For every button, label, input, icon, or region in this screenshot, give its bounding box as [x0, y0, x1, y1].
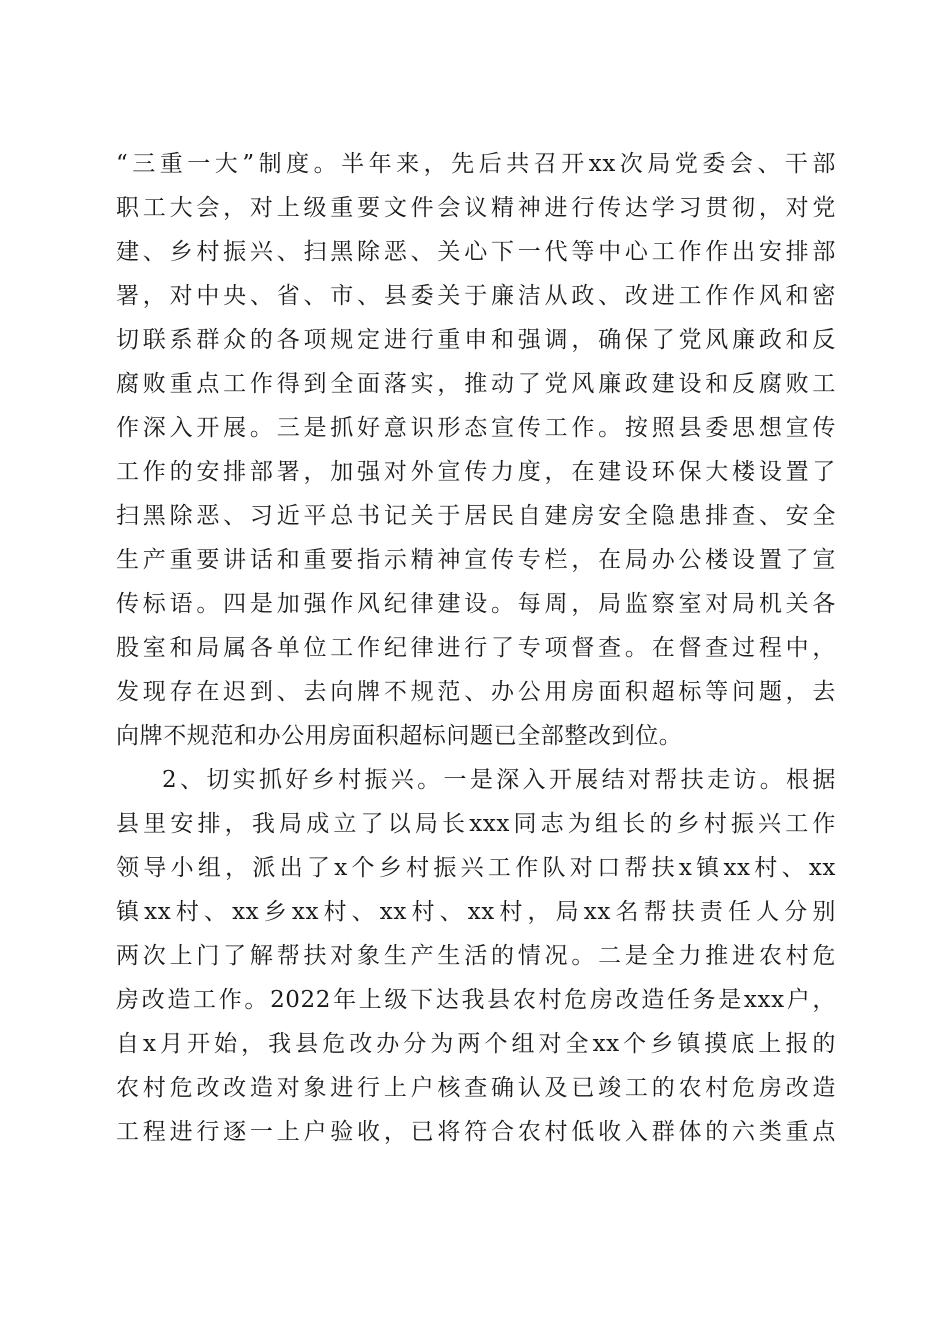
text-line: 腐败重点工作得到全面落实，推动了党风廉政建设和反腐败工 — [116, 371, 836, 397]
text-line: 发现存在迟到、去向牌不规范、办公用房面积超标等问题，去 — [116, 679, 836, 705]
text-line: 镇xx村、xx乡xx村、xx村、xx村，局xx名帮扶责任人分别 — [116, 899, 836, 925]
text-line: 传标语。四是加强作风纪律建设。每周，局监察室对局机关各 — [116, 591, 836, 617]
text-line: 扫黑除恶、习近平总书记关于居民自建房安全隐患排查、安全 — [116, 503, 836, 529]
paragraph-end-line: 向牌不规范和办公用房面积超标问题已全部整改到位。 — [116, 723, 683, 749]
text-line: 作深入开展。三是抓好意识形态宣传工作。按照县委思想宣传 — [116, 415, 836, 441]
text-line: 农村危改改造对象进行上户核查确认及已竣工的农村危房改造 — [116, 1075, 836, 1101]
text-line: 署，对中央、省、市、县委关于廉洁从政、改进工作作风和密 — [116, 283, 836, 309]
text-line: 领导小组，派出了x个乡村振兴工作队对口帮扶x镇xx村、xx — [116, 855, 836, 881]
text-line: 生产重要讲话和重要指示精神宣传专栏，在局办公楼设置了宣 — [116, 547, 836, 573]
text-line: 股室和局属各单位工作纪律进行了专项督查。在督查过程中， — [116, 635, 836, 661]
text-line: 县里安排，我局成立了以局长xxx同志为组长的乡村振兴工作 — [116, 811, 836, 837]
text-line: 建、乡村振兴、扫黑除恶、关心下一代等中心工作作出安排部 — [116, 239, 836, 265]
text-line: “三重一大”制度。半年来，先后共召开xx次局党委会、干部 — [116, 151, 836, 177]
text-line: 切联系群众的各项规定进行重申和强调，确保了党风廉政和反 — [116, 327, 836, 353]
text-line: 房改造工作。2022年上级下达我县农村危房改造任务是xxx户， — [116, 987, 836, 1013]
text-line: 自x月开始，我县危改办分为两个组对全xx个乡镇摸底上报的 — [116, 1031, 836, 1057]
text-line: 工作的安排部署，加强对外宣传力度，在建设环保大楼设置了 — [116, 459, 836, 485]
text-line: 两次上门了解帮扶对象生产生活的情况。二是全力推进农村危 — [116, 943, 836, 969]
body-text — [116, 142, 836, 1154]
paragraph-start-line: 2、切实抓好乡村振兴。一是深入开展结对帮扶走访。根据 — [162, 767, 836, 793]
text-line: 工程进行逐一上户验收，已将符合农村低收入群体的六类重点 — [116, 1119, 836, 1145]
text-line: 职工大会，对上级重要文件会议精神进行传达学习贯彻，对党 — [116, 195, 836, 221]
